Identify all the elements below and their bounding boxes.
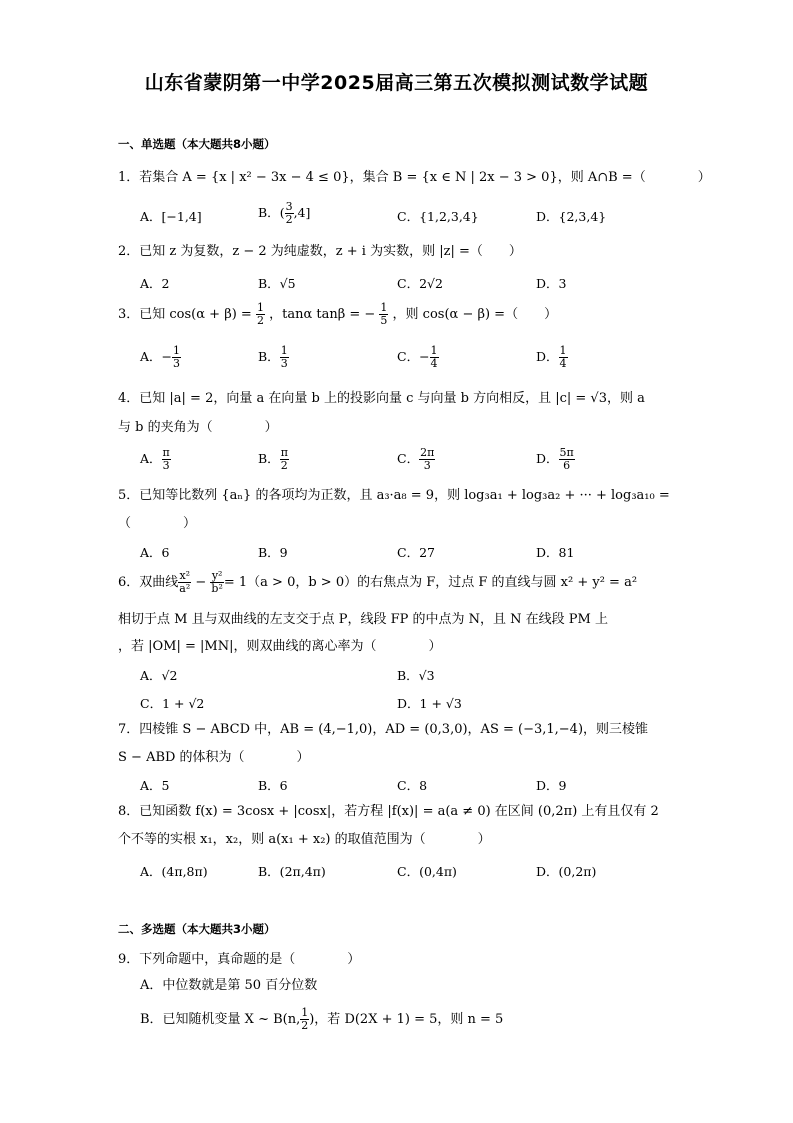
q6-stem-part-1: 6．双曲线 [118,575,179,590]
q9-option-b-den: 2 [301,1019,309,1032]
q3-option-c-fraction [430,345,439,370]
q3-option-a [140,345,181,370]
question-1-options [140,200,700,229]
section-heading-multiple-choice: 二、多选题（本大题共3小题） [118,922,276,936]
q8-option-a: A．(4π,8π) [140,864,208,879]
q1-option-b-num: 3 [285,200,293,213]
q2-option-a: A．2 [140,276,170,291]
q3-option-b [258,345,289,370]
q7-option-d: D．9 [536,778,567,793]
q1-option-b-label: B． [258,205,280,220]
q4-option-b-fraction [280,447,289,472]
question-7-stem-line-2: S − ABD 的体积为（ ） [118,750,310,765]
q6-fraction-y-den: b² [211,582,223,595]
question-3-stem [118,300,557,330]
question-2-options [140,274,700,292]
question-3-options [140,345,700,375]
q5-option-a: A．6 [140,545,170,560]
q3-fraction-2-num: 1 [380,301,388,314]
section-heading-single-choice: 一、单选题（本大题共8小题） [118,137,276,151]
question-6-options [140,666,700,716]
q4-option-b-den: 2 [280,459,288,472]
q4-option-d-fraction [559,447,575,472]
q4-option-d [536,447,575,472]
q4-option-b [258,447,289,472]
q3-option-c-num: 1 [430,344,438,357]
q7-option-b: B．6 [258,778,288,793]
q3-option-d [536,345,568,370]
q6-option-c: C．1 + √2 [140,696,205,711]
page-title: 山东省蒙阴第一中学2025届高三第五次模拟测试数学试题 [144,72,649,94]
q3-stem-part-3: ，则 cos(α − β) =（ ） [392,307,558,322]
q4-option-c [397,447,435,472]
q6-fraction-x [178,570,191,595]
q8-option-d: D．(0,2π) [536,864,597,879]
q9-option-b-num: 1 [301,1006,309,1019]
q4-option-c-den: 3 [423,459,431,472]
q4-option-b-label: B． [258,451,280,466]
q6-fraction-y-num: y² [211,569,223,582]
q4-option-a-label: A． [140,451,162,466]
q4-option-a-num: π [162,446,170,459]
q5-option-b: B．9 [258,545,288,560]
q9-option-b [140,1005,503,1035]
q6-fraction-y [210,570,223,595]
q3-option-c-den: 4 [430,357,438,370]
q6-option-d: D．1 + √3 [397,696,462,711]
q3-option-a-fraction [172,345,181,370]
q4-option-d-num: 5π [559,446,574,459]
question-6-stem-line-1: 6．双曲线 $\frac{\text{x²}}{\text{a²}}$ − $\frac{\text{y²}}{\text{b²}}$ = 1（a > 0，b > 0）的右焦点为 F，过点 F 的直线与圆 x² + y² = a² [118,569,638,595]
q4-option-b-num: π [280,446,288,459]
q3-stem-part-1: 3．已知 cos(α + β) = [118,307,252,322]
question-5-stem-line-1: 5．已知等比数列 {aₙ} 的各项均为正数，且 a₃·a₈ = 9，则 log₃a₁ + log₃a₂ + ··· + log₃a₁₀ = [118,488,670,503]
question-6-stem-line-2: 相切于点 M 且与双曲线的左支交于点 P，线段 FP 的中点为 N，且 N 在线段 PM 上 [118,612,608,627]
q6-stem-part-2: = 1（a > 0，b > 0）的右焦点为 F，过点 F 的直线与圆 x² + y² = a² [223,575,638,590]
q6-option-b: B．√3 [397,668,435,683]
question-2-stem: 2．已知 z 为复数，z − 2 为纯虚数，z + i 为实数，则 |z| =（ ） [118,244,522,259]
q3-option-c-label: C．− [397,349,430,364]
q3-option-a-num: 1 [173,344,181,357]
q3-fraction-2 [379,302,388,327]
question-1-stem: 1．若集合 A = {x | x² − 3x − 4 ≤ 0}，集合 B = {x ∈ N | 2x − 3 > 0}，则 A∩B =（ ） [118,170,711,185]
q9-option-b-fraction [300,1007,309,1032]
q3-option-b-num: 1 [280,344,288,357]
q5-option-c: C．27 [397,545,435,560]
question-4-stem-line-1: 4．已知 |a| = 2，向量 a 在向量 b 上的投影向量 c 与向量 b 方向相反，且 |c| = √3，则 a [118,391,645,406]
q3-option-a-den: 3 [173,357,181,370]
q7-option-c: C．8 [397,778,428,793]
question-7-options [140,776,700,794]
q6-option-a: A．√2 [140,668,178,683]
q3-stem-part-2: ，tanα tanβ = − [269,307,376,322]
question-5-stem-line-2: （ ） [118,516,197,531]
question-5-options [140,543,700,561]
q3-option-d-label: D． [536,349,559,364]
q3-option-a-label: A．− [140,349,173,364]
q4-option-a [140,447,171,472]
q2-option-c: C．2√2 [397,276,443,291]
q3-option-d-fraction [559,345,568,370]
question-8-stem-line-1: 8．已知函数 f(x) = 3cosx + |cosx|，若方程 |f(x)| = a(a ≠ 0) 在区间 (0,2π) 上有且仅有 2 [118,804,659,819]
q1-option-a: A．[−1,4] [140,209,202,224]
q2-option-d: D．3 [536,276,567,291]
q4-option-a-den: 3 [162,459,170,472]
question-8-options [140,862,700,880]
q1-option-b-den: 2 [285,213,293,226]
q3-fraction-2-den: 5 [380,314,388,327]
q9-option-b-part-2: )，若 D(2X + 1) = 5，则 n = 5 [309,1012,504,1027]
q4-option-c-label: C． [397,451,420,466]
q4-option-a-fraction [162,447,171,472]
q6-fraction-x-den: a² [179,582,191,595]
q3-option-b-fraction [280,345,289,370]
q3-fraction-1-den: 2 [256,314,264,327]
question-7-stem-line-1: 7．四棱锥 S − ABCD 中，AB = (4,−1,0)，AD = (0,3,0)，AS = (−3,1,−4)，则三棱锥 [118,722,649,737]
q8-option-b: B．(2π,4π) [258,864,326,879]
q1-option-b: B．( $\frac{3}{2}$ ,4] [258,200,311,226]
q3-option-c [397,345,439,370]
question-8-stem-line-2: 个不等的实根 x₁，x₂，则 a(x₁ + x₂) 的取值范围为（ ） [118,832,491,847]
q7-option-a: A．5 [140,778,170,793]
q3-option-d-num: 1 [559,344,567,357]
question-4-options [140,447,700,477]
q4-option-c-num: 2π [420,446,435,459]
q1-option-b-fraction [285,201,294,226]
q3-fraction-1 [256,302,265,327]
q4-option-d-label: D． [536,451,559,466]
q1-option-d: D．{2,3,4} [536,209,607,224]
q1-option-c: C．{1,2,3,4} [397,209,479,224]
question-4-stem-line-2: 与 b 的夹角为（ ） [118,420,278,435]
q2-option-b: B．√5 [258,276,296,291]
q1-option-b-rest: ,4] [293,205,311,220]
q9-option-a: A．中位数就是第 50 百分位数 [140,978,318,993]
q3-option-d-den: 4 [559,357,567,370]
q3-fraction-1-num: 1 [256,301,264,314]
q4-option-c-fraction [419,447,435,472]
q8-option-c: C．(0,4π) [397,864,457,879]
q3-option-b-label: B． [258,349,280,364]
question-6-stem-line-3: ，若 |OM| = |MN|，则双曲线的离心率为（ ） [118,639,442,654]
q9-option-b-part-1: B．已知随机变量 X ~ B(n, [140,1012,301,1027]
q3-option-b-den: 3 [280,357,288,370]
question-9-stem: 9．下列命题中，真命题的是（ ） [118,952,361,967]
q6-fraction-x-num: x² [179,569,191,582]
q4-option-d-den: 6 [563,459,571,472]
q5-option-d: D．81 [536,545,575,560]
